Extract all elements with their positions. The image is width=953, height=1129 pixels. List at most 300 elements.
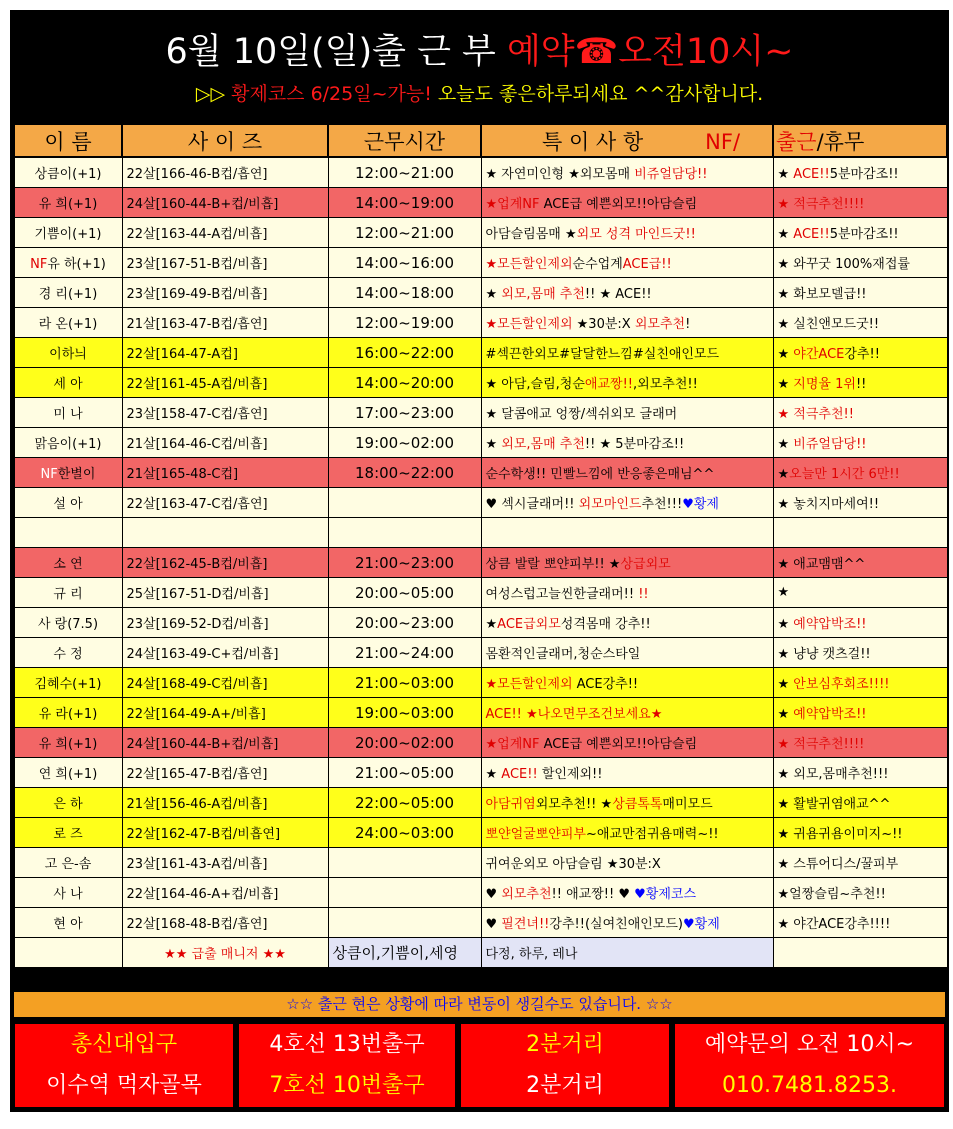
cell-notes [481, 308, 773, 338]
footer-distance-2: 2분거리 [526, 1073, 604, 1098]
text-segment: ACE!! ★ [485, 707, 538, 722]
cell-time: 14:00~18:00 [328, 278, 481, 308]
text-segment: ★얼짱슬림~추천!! [777, 887, 886, 902]
footer-distance-1: 2분거리 [526, 1032, 604, 1057]
cell-time [328, 518, 481, 548]
cell-size: 24살[168-49-C컵/비흡] [122, 668, 328, 698]
cell-time: 22:00~05:00 [328, 788, 481, 818]
staff-name: 규 리 [53, 587, 83, 602]
cell-notes [481, 188, 773, 218]
cell-time: 20:00~02:00 [328, 728, 481, 758]
cell-status [773, 157, 947, 188]
staff-name: 상큼이(+1) [34, 167, 102, 182]
text-segment: ★ [777, 617, 794, 632]
text-segment: ★ 외모,몸매추천!!! [777, 767, 889, 782]
cell-notes [481, 818, 773, 848]
cell-time: 상큼이,기쁨이,세영 [328, 938, 481, 968]
text-segment: ★ 자연미인형 ★외모몸매 [485, 167, 635, 182]
cell-name [14, 157, 122, 188]
staff-name: 김혜수(+1) [34, 677, 102, 692]
cell-notes [481, 218, 773, 248]
footer-phone[interactable]: 010.7481.8253. [722, 1073, 897, 1098]
cell-notes [481, 638, 773, 668]
cell-name [14, 488, 122, 518]
text-segment: ♥황제 [683, 917, 720, 932]
cell-name [14, 278, 122, 308]
cell-status [773, 698, 947, 728]
footer-location [13, 1022, 235, 1109]
staff-name: 유 라(+1) [38, 707, 98, 722]
text-segment: ★ [485, 287, 502, 302]
cell-status [773, 668, 947, 698]
text-segment: ★ 냥냥 캣츠걸!! [777, 647, 871, 662]
text-segment: ★ [777, 347, 794, 362]
table-row [14, 728, 947, 758]
cell-notes [481, 668, 773, 698]
cell-size: 24살[160-44-B+컵/비흡] [122, 728, 328, 758]
text-segment: 5분마감조!! [829, 227, 899, 242]
cell-status [773, 758, 947, 788]
text-segment: 외모마인드 [578, 497, 642, 512]
cell-time: 19:00~02:00 [328, 428, 481, 458]
text-segment: ♥황제코스 [634, 887, 696, 902]
table-row [14, 638, 947, 668]
cell-size: 22살[164-49-A+/비흡] [122, 698, 328, 728]
cell-status [773, 638, 947, 668]
text-segment: 순수학생!! 민빨느낌에 반응좋은매님^^ [485, 467, 715, 482]
table-row [14, 488, 947, 518]
table-row [14, 398, 947, 428]
cell-size: 21살[163-47-B컵/흡연] [122, 308, 328, 338]
text-segment: ★ [485, 767, 502, 782]
cell-status [773, 908, 947, 938]
table-row [14, 338, 947, 368]
cell-notes [481, 698, 773, 728]
cell-status [773, 188, 947, 218]
cell-notes [481, 248, 773, 278]
text-segment: ★ 실친앤모드굿!! [777, 317, 880, 332]
text-segment: ★업계NF [485, 197, 544, 212]
cell-size: 23살[169-49-B컵/비흡] [122, 278, 328, 308]
footer-exits [237, 1022, 457, 1109]
text-segment: ACE강추!! [576, 677, 639, 692]
staff-name: 라 온(+1) [38, 317, 98, 332]
subtitle-course: 황제코스 6/25일~가능! [231, 83, 432, 105]
cell-size: 22살[161-45-A컵/비흡] [122, 368, 328, 398]
notes-header-label: 특 이 사 항 [542, 129, 644, 154]
footer-line4-exit: 4호선 13번출구 [269, 1032, 425, 1057]
text-segment: ★ 와꾸굿 100%재접률 [777, 257, 910, 272]
cell-size: 22살[165-47-B컵/흡연] [122, 758, 328, 788]
text-segment: ★업계NF [485, 737, 544, 752]
cell-notes [481, 578, 773, 608]
text-segment: ★ [777, 585, 790, 600]
text-segment: ACE급외모 [497, 617, 561, 632]
text-segment: 예약압박조!! [793, 617, 867, 632]
cell-notes [481, 157, 773, 188]
text-segment: ACE급 예쁜외모!!아담슬림 [543, 197, 698, 212]
footer [13, 1022, 946, 1109]
text-segment: ★ [777, 167, 794, 182]
cell-name [14, 908, 122, 938]
text-segment: ★ 적극추천!!!! [777, 737, 865, 752]
staff-name: 유 하(+1) [47, 257, 106, 272]
status-header-work: 출근 [776, 129, 817, 154]
table-row [14, 848, 947, 878]
text-segment: ★모든할인제외 [485, 257, 573, 272]
cell-name [14, 878, 122, 908]
cell-notes [481, 758, 773, 788]
text-segment: 외모,몸매 추천 [501, 287, 585, 302]
table-row [14, 248, 947, 278]
cell-time: 18:00~22:00 [328, 458, 481, 488]
cell-notes [481, 878, 773, 908]
cell-notes [481, 488, 773, 518]
staff-name: 사 랑(7.5) [37, 617, 99, 632]
nf-prefix: NF [40, 467, 58, 482]
cell-notes [481, 908, 773, 938]
cell-status [773, 818, 947, 848]
text-segment: ♥ [485, 917, 502, 932]
table-row [14, 548, 947, 578]
text-segment: ★ [485, 437, 502, 452]
cell-size: ★★ 급출 매니저 ★★ [122, 938, 328, 968]
staff-name: 맑음이(+1) [34, 437, 102, 452]
text-segment: 외모 성격 마인드굿!! [576, 227, 696, 242]
staff-name: 연 희(+1) [38, 767, 98, 782]
cell-name [14, 728, 122, 758]
table-row [14, 578, 947, 608]
table-row [14, 518, 947, 548]
text-segment: 필견녀!! [501, 917, 550, 932]
cell-time [328, 878, 481, 908]
text-segment: 외모추천 [634, 317, 686, 332]
cell-status [773, 548, 947, 578]
page-title [10, 30, 949, 74]
column-header-name: 이 름 [14, 124, 122, 157]
cell-time: 14:00~20:00 [328, 368, 481, 398]
cell-size: 22살[166-46-B컵/흡연] [122, 157, 328, 188]
cell-status [773, 248, 947, 278]
cell-name [14, 218, 122, 248]
cell-time: 21:00~03:00 [328, 668, 481, 698]
footer-alley: 이수역 먹자골목 [46, 1073, 202, 1098]
cell-name [14, 938, 122, 968]
text-segment: ★ [485, 617, 498, 632]
cell-status [773, 398, 947, 428]
text-segment: ★ [777, 437, 794, 452]
text-segment: ACE!! [501, 767, 538, 782]
status-header-off: /휴무 [816, 129, 865, 154]
column-header-notes [481, 124, 773, 157]
cell-notes [481, 728, 773, 758]
cell-name [14, 518, 122, 548]
cell-name [14, 698, 122, 728]
cell-name [14, 368, 122, 398]
cell-notes [481, 368, 773, 398]
text-segment: ★ 놓치지마세여!! [777, 497, 880, 512]
table-row [14, 818, 947, 848]
cell-name [14, 788, 122, 818]
staff-name: 유 희(+1) [38, 197, 98, 212]
cell-time [328, 908, 481, 938]
staff-name: 세 아 [53, 377, 83, 392]
text-segment: ★30분:X [576, 317, 635, 332]
cell-status [773, 878, 947, 908]
text-segment: 순수업계 [572, 257, 623, 272]
cell-size: 21살[164-46-C컵/비흡] [122, 428, 328, 458]
cell-status [773, 728, 947, 758]
cell-name [14, 758, 122, 788]
cell-time: 21:00~23:00 [328, 548, 481, 578]
text-segment: 귀여운외모 아담슬림 ★30분:X [485, 857, 661, 872]
cell-status [773, 848, 947, 878]
text-segment: 5분마감조!! [829, 167, 899, 182]
cell-size: 24살[160-44-B+컵/비흡] [122, 188, 328, 218]
header [10, 10, 949, 120]
staff-name: 이하늬 [49, 347, 87, 362]
cell-status [773, 938, 947, 968]
footer-station: 총신대입구 [70, 1032, 178, 1057]
cell-time: 24:00~03:00 [328, 818, 481, 848]
cell-name [14, 338, 122, 368]
text-segment: 지명율 1위 [793, 377, 856, 392]
table-row [14, 878, 947, 908]
cell-name [14, 548, 122, 578]
cell-notes [481, 428, 773, 458]
staff-name: 한별이 [57, 467, 96, 482]
text-segment: ~애교만점귀욤매력~!! [585, 827, 719, 842]
subtitle [10, 82, 949, 106]
cell-time: 17:00~23:00 [328, 398, 481, 428]
text-segment: !! ★ ACE!! [584, 287, 652, 302]
cell-notes [481, 548, 773, 578]
text-segment: !! ★ 5분마감조!! [584, 437, 685, 452]
text-segment: ★모든할인제외 [485, 677, 577, 692]
text-segment: ★ [777, 707, 794, 722]
table-header [14, 124, 947, 157]
cell-notes [481, 458, 773, 488]
text-segment: ACE!! [793, 167, 830, 182]
cell-name [14, 458, 122, 488]
table-row [14, 908, 947, 938]
cell-size: 21살[165-48-C컵] [122, 458, 328, 488]
text-segment: #섹끈한외모#달달한느낌#실친애인모드 [485, 347, 720, 362]
cell-status [773, 368, 947, 398]
nf-prefix: NF [30, 257, 48, 272]
cell-size: 22살[162-47-B컵/비흡연] [122, 818, 328, 848]
cell-size: 22살[164-46-A+컵/비흡] [122, 878, 328, 908]
staff-name: 고 은-솜 [44, 857, 92, 872]
subtitle-greeting: 오늘도 좋은하루되세요 ^^감사합니다. [431, 83, 764, 105]
cell-status [773, 608, 947, 638]
cell-name [14, 638, 122, 668]
text-segment: 상큼톡톡 [612, 797, 663, 812]
cell-time [328, 488, 481, 518]
table-row [14, 308, 947, 338]
text-segment: 할인제외!! [537, 767, 603, 782]
text-segment: 매미모드 [662, 797, 713, 812]
cell-size: 22살[164-47-A컵] [122, 338, 328, 368]
cell-status [773, 308, 947, 338]
text-segment: !! 애교짱!! ♥ [551, 887, 635, 902]
cell-name [14, 848, 122, 878]
footer-reservation-hours: 예약문의 오전 10시~ [704, 1032, 915, 1057]
cell-status [773, 788, 947, 818]
notice-bar: ☆☆ 출근 현은 상황에 따라 변동이 생길수도 있습니다. ☆☆ [13, 991, 946, 1018]
text-segment: !! [638, 587, 649, 602]
text-segment: ★ 귀욤귀욤이미지~!! [777, 827, 903, 842]
text-segment: 몸환적인글래머,청순스타일 [485, 647, 641, 662]
cell-status [773, 278, 947, 308]
cell-name [14, 608, 122, 638]
text-segment: 외모,몸매 추천 [501, 437, 585, 452]
text-segment: ACE!! [793, 227, 830, 242]
text-segment: 오늘만 1시간 6만!! [789, 467, 900, 482]
cell-time: 14:00~16:00 [328, 248, 481, 278]
text-segment: ★ [777, 467, 790, 482]
cell-time [328, 848, 481, 878]
staff-name: 현 아 [53, 917, 83, 932]
text-segment: ! [685, 317, 691, 332]
text-segment: ★ [650, 707, 663, 722]
cell-time: 12:00~21:00 [328, 157, 481, 188]
column-header-size: 사 이 즈 [122, 124, 328, 157]
cell-name [14, 818, 122, 848]
cell-size: 23살[167-51-B컵/비흡] [122, 248, 328, 278]
cell-time: 16:00~22:00 [328, 338, 481, 368]
text-segment: ,외모추천!! [633, 377, 698, 392]
table-row [14, 278, 947, 308]
cell-status [773, 488, 947, 518]
title-date: 6월 10일(일)출 근 부 [165, 32, 507, 72]
text-segment: 다정, 하루, 레나 [485, 947, 578, 962]
cell-name [14, 398, 122, 428]
schedule-board [10, 10, 949, 1112]
text-segment: 비쥬얼담당!! [793, 437, 867, 452]
text-segment: 비쥬얼담당!! [634, 167, 708, 182]
text-segment: ★ [777, 377, 794, 392]
text-segment: ACE급!! [622, 257, 672, 272]
cell-size: 24살[163-49-C+컵/비흡] [122, 638, 328, 668]
cell-time: 14:00~19:00 [328, 188, 481, 218]
cell-size: 21살[156-46-A컵/비흡] [122, 788, 328, 818]
column-header-status [773, 124, 947, 157]
text-segment: ★ 야간ACE강추!!!! [777, 917, 891, 932]
text-segment: ★ 적극추천!! [777, 407, 854, 422]
title-reservation: 예약☎오전10시~ [506, 32, 794, 72]
table-row [14, 608, 947, 638]
text-segment: ♥ 섹시글래머!! [485, 497, 579, 512]
text-segment: 예약압박조!! [793, 707, 867, 722]
cell-status [773, 218, 947, 248]
cell-size: 22살[163-47-C컵/흡연] [122, 488, 328, 518]
staff-name: 경 리(+1) [38, 287, 98, 302]
text-segment: ★ 달콤애교 엉짱/섹쉬외모 글래머 [485, 407, 678, 422]
table-row [14, 668, 947, 698]
cell-size: 23살[169-52-D컵/비흡] [122, 608, 328, 638]
table-row [14, 788, 947, 818]
table-row [14, 458, 947, 488]
cell-notes [481, 398, 773, 428]
cell-size: 23살[161-43-A컵/비흡] [122, 848, 328, 878]
schedule-table [13, 123, 948, 968]
text-segment: ★ 스튜어디스/꿀피부 [777, 857, 899, 872]
cell-notes [481, 338, 773, 368]
text-segment: 상큼 발랄 뽀얀피부!! ★ [485, 557, 621, 572]
text-segment: ♥황제 [682, 497, 719, 512]
table-row [14, 368, 947, 398]
cell-name [14, 668, 122, 698]
cell-size: 23살[158-47-C컵/흡연] [122, 398, 328, 428]
text-segment: 애교짱!! [584, 377, 634, 392]
column-header-time: 근무시간 [328, 124, 481, 157]
text-segment: 강추!! [844, 347, 880, 362]
cell-notes [481, 608, 773, 638]
text-segment: ★ 애교맴맴^^ [777, 557, 866, 572]
cell-status [773, 338, 947, 368]
staff-name: 수 정 [53, 647, 83, 662]
cell-size: 22살[162-45-B컵/비흡] [122, 548, 328, 578]
cell-size: 25살[167-51-D컵/비흡] [122, 578, 328, 608]
cell-notes [481, 848, 773, 878]
cell-name [14, 428, 122, 458]
cell-notes [481, 278, 773, 308]
table-row [14, 428, 947, 458]
staff-name: 기쁨이(+1) [34, 227, 102, 242]
text-segment: 안보심후회조!!!! [793, 677, 890, 692]
text-segment: ★ 적극추천!!!! [777, 197, 865, 212]
cell-name [14, 188, 122, 218]
staff-name: 설 아 [53, 497, 83, 512]
cell-size [122, 518, 328, 548]
table-row [14, 938, 947, 968]
cell-name [14, 308, 122, 338]
staff-name: 은 하 [53, 797, 83, 812]
text-segment: 야간ACE [793, 347, 845, 362]
text-segment: ★ [777, 677, 794, 692]
table-row [14, 698, 947, 728]
table-row [14, 758, 947, 788]
subtitle-arrows: ▷▷ [195, 83, 232, 105]
staff-name: 로 즈 [53, 827, 83, 842]
table-row [14, 157, 947, 188]
text-segment: 강추!!(실여친애인모드) [549, 917, 683, 932]
text-segment: ♥ [485, 887, 502, 902]
text-segment: 뽀얀얼굴뽀얀피부 [485, 827, 586, 842]
cell-status [773, 518, 947, 548]
text-segment: 성격몸매 강추!! [560, 617, 651, 632]
text-segment: ★ 아담,슬림,청순 [485, 377, 585, 392]
cell-status [773, 428, 947, 458]
footer-contact [673, 1022, 946, 1109]
cell-time: 12:00~19:00 [328, 308, 481, 338]
cell-notes [481, 938, 773, 968]
cell-time: 19:00~03:00 [328, 698, 481, 728]
cell-name [14, 578, 122, 608]
text-segment: !! [855, 377, 867, 392]
cell-time: 12:00~21:00 [328, 218, 481, 248]
text-segment: ★모든할인제외 [485, 317, 577, 332]
text-segment: 외모추천 [501, 887, 552, 902]
footer-distance [459, 1022, 671, 1109]
text-segment: 추천!!! [641, 497, 683, 512]
text-segment: 외모추천!! ★ [535, 797, 613, 812]
text-segment: 상급외모 [620, 557, 671, 572]
cell-time: 21:00~24:00 [328, 638, 481, 668]
text-segment: ACE급 예쁜외모!!아담슬림 [543, 737, 698, 752]
staff-name: 사 나 [53, 887, 83, 902]
